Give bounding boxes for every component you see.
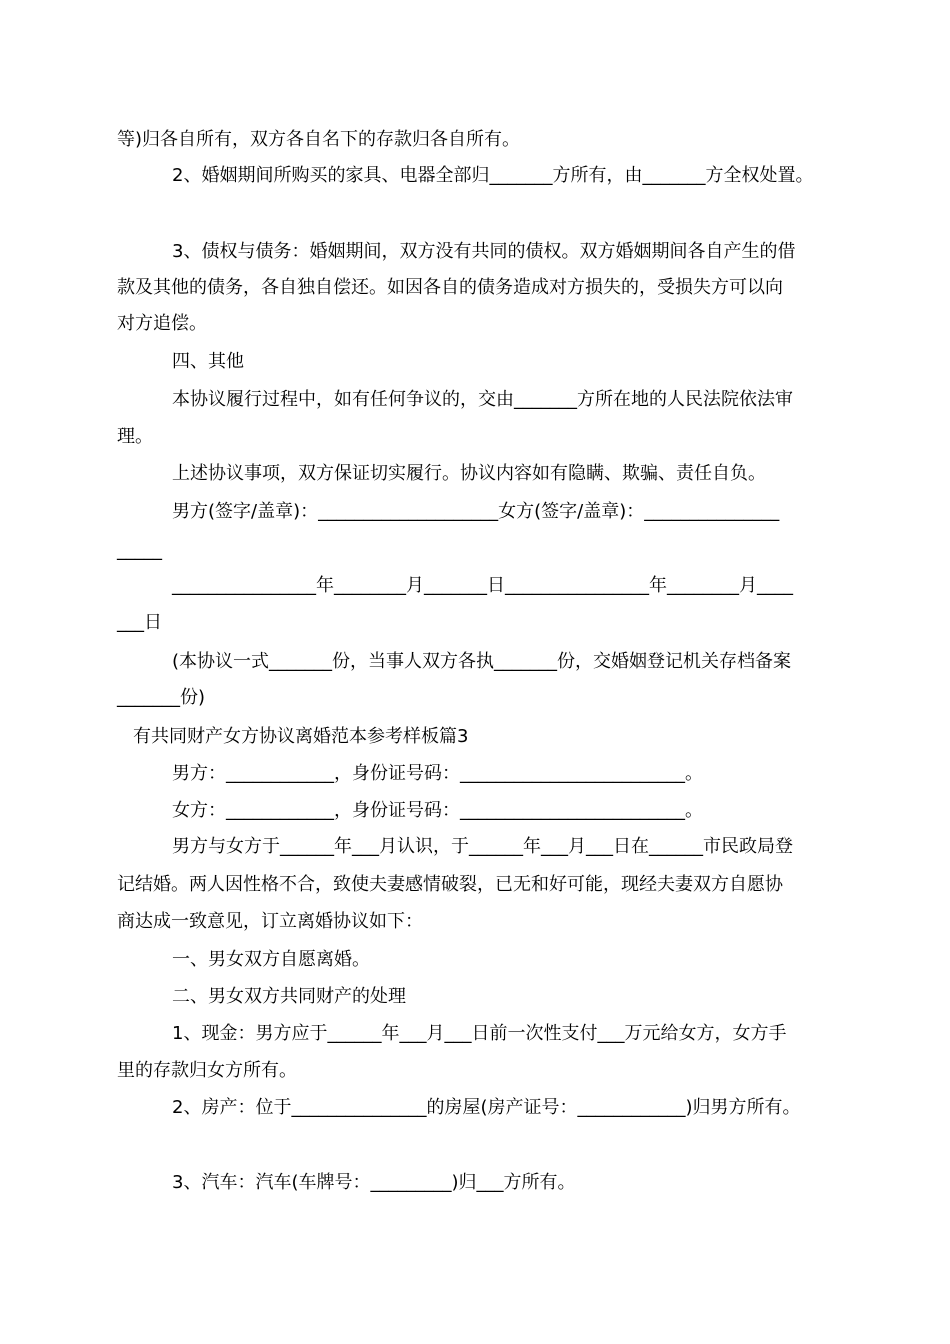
text-line: 理。 <box>117 426 153 447</box>
signature-line: 男方(签字/盖章)：____________________女方(签字/盖章)：_______________ <box>172 501 780 522</box>
text-line: 本协议履行过程中，如有任何争议的，交由_______方所在地的人民法院依法审 <box>172 389 793 410</box>
text-line: 里的存款归女方所有。 <box>117 1060 297 1081</box>
date-line: ___日 <box>117 612 162 633</box>
text-line: 记结婚。两人因性格不合，致使夫妻感情破裂，已无和好可能，现经夫妻双方自愿协 <box>117 874 783 895</box>
text-line: 商达成一致意见，订立离婚协议如下： <box>117 911 423 932</box>
text-line: 2、房产：位于_______________的房屋(房产证号：____________)归男方所有。 <box>172 1097 801 1118</box>
text-line: 2、婚姻期间所购买的家具、电器全部归_______方所有，由_______方全权处置。 <box>172 165 814 186</box>
text-line: 对方追偿。 <box>117 313 207 334</box>
text-line: (本协议一式_______份，当事人双方各执_______份，交婚姻登记机关存档备案 <box>172 651 792 672</box>
text-line: 上述协议事项，双方保证切实履行。协议内容如有隐瞒、欺骗、责任自负。 <box>172 463 766 484</box>
section-title: 有共同财产女方协议离婚范本参考样板篇3 <box>133 726 469 747</box>
text-line: 3、汽车：汽车(车牌号：_________)归___方所有。 <box>172 1172 576 1193</box>
text-line: 女方：____________，身份证号码：_________________________。 <box>172 800 703 821</box>
signature-line: _____ <box>117 540 162 561</box>
section-heading: 二、男女双方共同财产的处理 <box>172 986 406 1007</box>
text-line: 款及其他的债务，各自独自偿还。如因各自的债务造成对方损失的，受损失方可以向 <box>117 277 783 298</box>
text-line: 1、现金：男方应于______年___月___日前一次性支付___万元给女方，女方手 <box>172 1023 787 1044</box>
text-line: 等)归各自所有，双方各自名下的存款归各自所有。 <box>117 129 521 150</box>
text-line: 男方与女方于______年___月认识，于______年___月___日在______市民政局登 <box>172 836 793 857</box>
section-heading: 一、男女双方自愿离婚。 <box>172 949 370 970</box>
section-heading: 四、其他 <box>172 351 244 372</box>
text-line: _______份) <box>117 687 206 708</box>
date-line: ________________年________月_______日________________年________月____ <box>172 575 793 596</box>
text-line: 3、债权与债务：婚姻期间，双方没有共同的债权。双方婚姻期间各自产生的借 <box>172 241 796 262</box>
text-line: 男方：____________，身份证号码：_________________________。 <box>172 763 703 784</box>
